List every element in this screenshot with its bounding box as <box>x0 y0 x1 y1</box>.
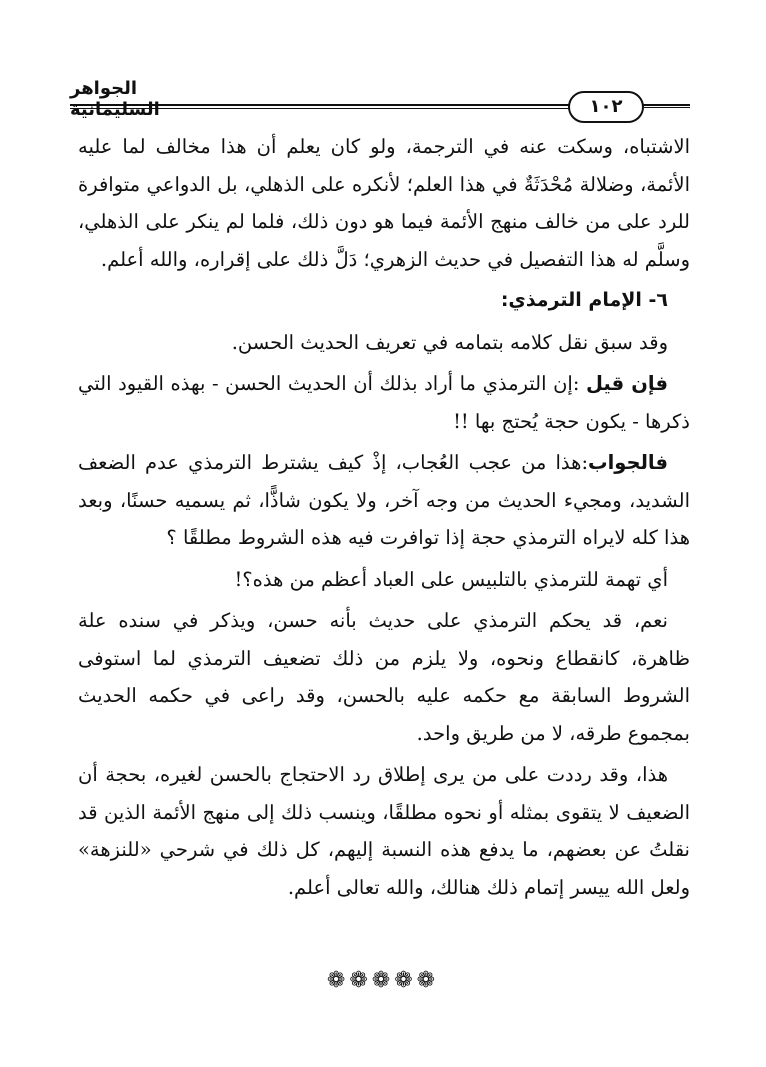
answer-lead: فالجواب <box>588 451 668 474</box>
paragraph-2: وقد سبق نقل كلامه بتمامه في تعريف الحديث الحسن. <box>231 330 668 354</box>
header-rule-thin <box>70 108 600 109</box>
objection-lead: فإن قيل <box>585 372 668 395</box>
paragraph-5: هذا، وقد رددت على من يرى إطلاق رد الاحتجاج بالحسن لغيره، بحجة أن الضعيف لا يتقوى بمثله أو نحوه مطلقًا، وينسب ذلك إلى منهج الأئمة الذين قد نقلتُ عن بعضهم، ما يدفع هذه النسبة إليهم، كل ذلك في شرحي «للنزهة» ولعل الله ييسر إتمام ذلك هنالك، والله تعالى أعلم. <box>78 763 690 899</box>
page-header <box>70 78 690 118</box>
answer-text: :هذا من عجب العُجاب، إذْ كيف يشترط الترمذي عدم الضعف الشديد، ومجيء الحديث من وجه آخر، ولا يكون شاذًّا، ثم يسميه حسنًا، وبعد هذا كله لايراه الترمذي حجة إذا توافرت فيه هذه الشروط مطلقًا ؟ <box>78 451 690 549</box>
page-body <box>78 128 690 910</box>
end-ornament: ❁❁❁❁❁ <box>326 968 440 993</box>
section-heading: ٦- الإمام الترمذي: <box>500 289 668 311</box>
paragraph-1: الاشتباه، وسكت عنه في الترجمة، ولو كان يعلم أن هذا مخالف لما عليه الأئمة، وضلالة مُحْدَثَةٌ في هذا العلم؛ لأنكره على الذهلي، بل الدواعي متوافرة للرد على من خالف منهج الأئمة فيما هو دون ذلك، فلما لم ينكر على الذهلي، وسلَّم له هذا التفصيل في حديث الزهري؛ دَلَّ ذلك على إقراره، والله أعلم. <box>78 135 690 271</box>
paragraph-3: أي تهمة للترمذي بالتلبيس على العباد أعظم من هذه؟! <box>234 567 668 591</box>
paragraph-objection <box>78 365 690 440</box>
running-title: الجواهر السليمانية <box>70 78 160 120</box>
header-rule-tail <box>644 105 690 108</box>
objection-text: :إن الترمذي ما أراد بذلك أن الحديث الحسن - بهذه القيود التي ذكرها - يكون حجة يُحتج بها !! <box>78 372 690 433</box>
page-number: ١٠٢ <box>568 91 644 123</box>
paragraph-4: نعم، قد يحكم الترمذي على حديث بأنه حسن، ويذكر في سنده علة ظاهرة، كانقطاع ونحوه، ولا يلزم من ذلك تضعيف الترمذي لما استوفى الشروط السابقة مع حكمه عليه بالحسن، وقد راعى في حكمه الحديث بمجموع طرقه، لا من طريق واحد. <box>78 609 690 745</box>
paragraph-answer <box>78 444 690 557</box>
